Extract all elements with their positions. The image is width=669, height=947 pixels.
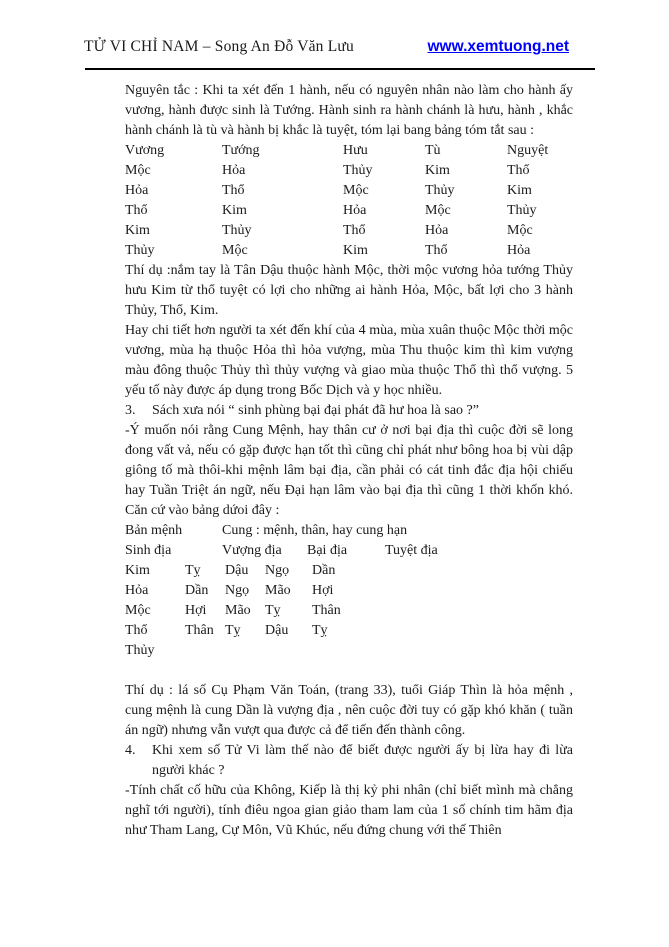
header-rule bbox=[85, 68, 595, 70]
table-cell: Sinh địa bbox=[125, 543, 172, 558]
table-row bbox=[125, 601, 573, 621]
table-cell: Thổ bbox=[125, 203, 148, 218]
table-cell: Thổ bbox=[425, 243, 448, 258]
table-cell: Ngọ bbox=[265, 563, 290, 578]
table-cell: Hợi bbox=[312, 583, 334, 598]
table-cell: Mão bbox=[225, 603, 251, 618]
table-cell: Mộc bbox=[125, 603, 151, 618]
paragraph-principle: Nguyên tắc : Khi ta xét đến 1 hành, nếu có nguyên nhân nào làm cho hành ấy vương, hành được sinh là Tướng. Hành sinh ra hành chánh là hưu, hành , khắc hành chánh là tù và hành bị khắc là tuyệt, tóm lại bang bảng tóm tắt sau : bbox=[125, 83, 573, 138]
table-cell: Thổ bbox=[222, 183, 245, 198]
table-header-row bbox=[125, 541, 573, 561]
table-cell: Hưu bbox=[343, 143, 368, 158]
table-cell: Thổ bbox=[343, 223, 366, 238]
table-cell: Thủy bbox=[222, 223, 252, 238]
table-cell: Mộc bbox=[343, 183, 369, 198]
table-cell: Dần bbox=[185, 583, 209, 598]
table-cell: Cung : mệnh, thân, hay cung hạn bbox=[222, 523, 408, 538]
table-row bbox=[125, 181, 573, 201]
table-row bbox=[125, 241, 573, 261]
page-content bbox=[125, 81, 573, 841]
table-cell: Tỵ bbox=[312, 623, 328, 638]
table-cell: Tuyệt địa bbox=[385, 543, 438, 558]
list-item-number: 3. bbox=[125, 403, 136, 418]
table-caption-row bbox=[125, 521, 573, 541]
table-cell: Bại địa bbox=[307, 543, 348, 558]
table-cell: Hợi bbox=[185, 603, 207, 618]
table-row bbox=[125, 161, 573, 181]
table-cell: Tỵ bbox=[185, 563, 201, 578]
list-item-number: 4. bbox=[125, 743, 136, 758]
table-cell: Kim bbox=[425, 163, 450, 178]
table-cell: Thân bbox=[185, 623, 214, 638]
table-cell: Dần bbox=[312, 563, 336, 578]
table-cell: Hỏa bbox=[425, 223, 449, 238]
list-item-4 bbox=[125, 741, 573, 781]
table-cell: Ngọ bbox=[225, 583, 250, 598]
paragraph-meaning: -Ý muốn nói rằng Cung Mệnh, hay thân cư ở nơi bại địa thì cuộc đời sẽ long đong vất vả, nếu có gặp được hạn tốt thì cũng chỉ phát như bông hoa bị vùi dập giông tố mà thôi-khi mệnh lâm bại địa, cần phải có cát tinh đắc địa hội chiếu hay Tuần Triệt án ngữ, nếu Đại hạn lâm vào bại địa thì cũng 1 thời khốn khó. Căn cứ vào bảng dứoi đây : bbox=[125, 423, 573, 518]
paragraph-deception: -Tính chất cố hữu của Không, Kiếp là thị kỷ phi nhân (chỉ biết mình mà chẳng nghĩ tới người), tính điêu ngoa gian giảo tham lam của 1 số chính tim hãm địa như Tham Lang, Cự Môn, Vũ Khúc, nếu đứng chung với thế Thiên bbox=[125, 783, 573, 838]
table-cell: Hỏa bbox=[343, 203, 367, 218]
table-row bbox=[125, 561, 573, 581]
table-row bbox=[125, 581, 573, 601]
table-cell: Thổ bbox=[125, 623, 148, 638]
table-cell: Mộc bbox=[425, 203, 451, 218]
table-row bbox=[125, 641, 573, 661]
paragraph-example-2: Thí dụ : lá số Cụ Phạm Văn Toán, (trang 33), tuổi Giáp Thìn là hỏa mệnh , cung mệnh là cung Dần là vượng địa , nên cuộc đời tuy có gặp khó khăn ( tuần án ngữ) nhưng vẫn vượt qua được cả để tiến đến thành công. bbox=[125, 683, 573, 738]
table-cell: Thổ bbox=[507, 163, 530, 178]
table-cell: Dậu bbox=[265, 623, 289, 638]
table-cell: Tỵ bbox=[265, 603, 281, 618]
table-cell: Tỵ bbox=[225, 623, 241, 638]
paragraph-example-1: Thí dụ :nắm tay là Tân Dậu thuộc hành Mộc, thời mộc vương hỏa tướng Thủy hưu Kim từ thổ tuyệt có lợi cho những ai hành Hỏa, Mộc, bất lợi cho 3 hành Thủy, Thổ, Kim. bbox=[125, 263, 573, 318]
table-cell: Kim bbox=[125, 563, 150, 578]
book-title: TỬ VI CHỈ NAM – Song An Đỗ Văn Lưu bbox=[84, 38, 354, 55]
destiny-palace-table bbox=[125, 521, 573, 661]
table-cell: Thân bbox=[312, 603, 341, 618]
list-item-text: Sách xưa nói “ sinh phùng bại đại phát đã hư hoa là sao ?” bbox=[152, 403, 479, 418]
table-cell: Thủy bbox=[343, 163, 373, 178]
table-row bbox=[125, 221, 573, 241]
five-elements-state-table bbox=[125, 141, 573, 261]
table-cell: Kim bbox=[125, 223, 150, 238]
table-cell: Kim bbox=[222, 203, 247, 218]
table-cell: Tướng bbox=[222, 143, 260, 158]
page-header bbox=[84, 38, 569, 56]
site-link[interactable]: www.xemtuong.net bbox=[427, 38, 569, 55]
table-cell: Thủy bbox=[125, 243, 155, 258]
table-cell: Thủy bbox=[425, 183, 455, 198]
table-cell: Bản mệnh bbox=[125, 523, 183, 538]
list-item-3 bbox=[125, 401, 573, 421]
table-cell: Thủy bbox=[125, 643, 155, 658]
table-cell: Hỏa bbox=[222, 163, 246, 178]
paragraph-seasons: Hay chi tiết hơn người ta xét đến khí của 4 mùa, mùa xuân thuộc Mộc thời mộc vương, mùa hạ thuộc Hỏa thì hỏa vượng, mùa Thu thuộc kim thì kim vượng màu đông thuộc Thủy thì thủy vượng và giao mùa thuộc Thổ thì thổ vượng. 5 yếu tố này được áp dụng trong Bốc Dịch và y học nhiều. bbox=[125, 323, 573, 398]
table-row bbox=[125, 201, 573, 221]
table-cell: Mộc bbox=[222, 243, 248, 258]
list-item-text: Khi xem số Tử Vi làm thế nào để biết được người ấy bị lừa hay đi lừa người khác ? bbox=[152, 743, 573, 778]
table-cell: Mộc bbox=[125, 163, 151, 178]
table-cell: Hỏa bbox=[125, 183, 149, 198]
table-cell: Kim bbox=[343, 243, 368, 258]
table-cell: Vương bbox=[125, 143, 165, 158]
table-cell: Hỏa bbox=[125, 583, 149, 598]
table-cell: Hỏa bbox=[507, 243, 531, 258]
table-header-row bbox=[125, 141, 573, 161]
table-row bbox=[125, 621, 573, 641]
table-cell: Dậu bbox=[225, 563, 249, 578]
table-cell: Mão bbox=[265, 583, 291, 598]
table-cell: Kim bbox=[507, 183, 532, 198]
table-cell: Vượng địa bbox=[222, 543, 282, 558]
table-cell: Nguyệt bbox=[507, 143, 549, 158]
table-cell: Thủy bbox=[507, 203, 537, 218]
table-cell: Mộc bbox=[507, 223, 533, 238]
table-cell: Tù bbox=[425, 143, 441, 158]
